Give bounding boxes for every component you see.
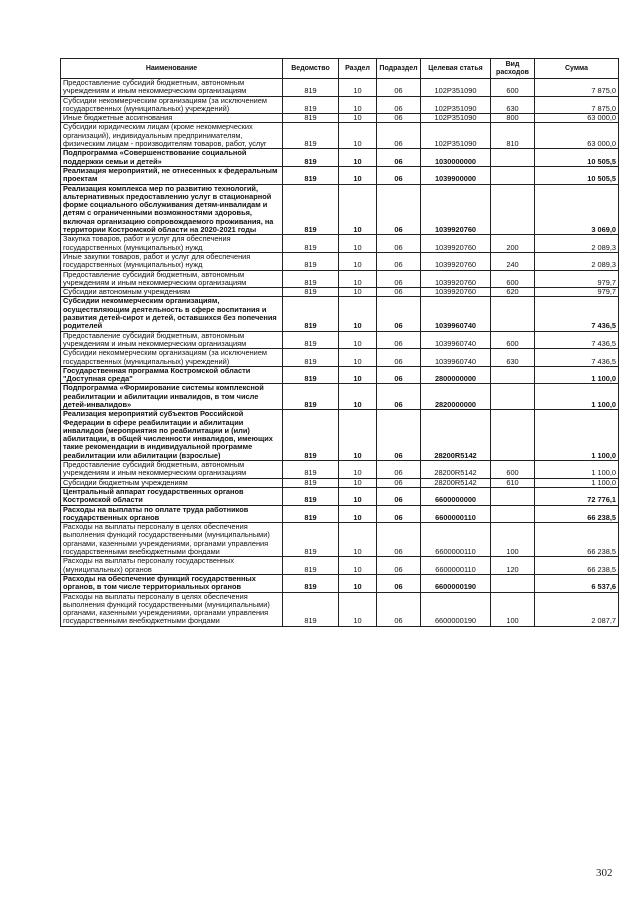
table-row	[61, 574, 619, 592]
cell-target: 6600000190	[421, 592, 491, 626]
cell-target: 102P351090	[421, 114, 491, 123]
cell-exp-type: 630	[491, 96, 535, 114]
table-row	[61, 478, 619, 487]
cell-target: 102P351090	[421, 79, 491, 97]
cell-exp-type: 600	[491, 270, 535, 288]
header-section: Раздел	[339, 59, 377, 79]
cell-amount: 10 505,5	[535, 166, 619, 184]
cell-exp-type	[491, 297, 535, 331]
table-row	[61, 149, 619, 167]
header-target: Целевая статья	[421, 59, 491, 79]
cell-exp-type	[491, 166, 535, 184]
cell-name: Реализация мероприятий субъектов Российской Федерации в сфере реабилитации и абилитации инвалидов (мероприятия по реабилитации и (или) абилитации, в общей численности инвалидов, имеющих такие рекомендации в индивидуальной программе реабилитации или абилитации (взрослые)	[61, 410, 283, 461]
cell-name: Субсидии некоммерческим организациям (за исключением государственных (муниципальных) учреждений)	[61, 96, 283, 114]
cell-amount: 63 000,0	[535, 123, 619, 149]
cell-target: 1030000000	[421, 149, 491, 167]
cell-target: 6600000110	[421, 557, 491, 575]
cell-exp-type: 120	[491, 557, 535, 575]
cell-section: 10	[339, 349, 377, 367]
budget-table	[60, 58, 619, 627]
cell-section: 10	[339, 478, 377, 487]
cell-dept: 819	[283, 384, 339, 410]
cell-amount: 979,7	[535, 270, 619, 288]
cell-target: 1039960740	[421, 297, 491, 331]
cell-name: Иные закупки товаров, работ и услуг для обеспечения государственных (муниципальных) нужд	[61, 252, 283, 270]
cell-section: 10	[339, 366, 377, 384]
cell-exp-type: 810	[491, 123, 535, 149]
cell-exp-type	[491, 505, 535, 523]
cell-name: Предоставление субсидий бюджетным, автономным учреждениям и иным некоммерческим организациям	[61, 270, 283, 288]
cell-section: 10	[339, 297, 377, 331]
cell-subsection: 06	[377, 114, 421, 123]
cell-target: 6600000000	[421, 487, 491, 505]
cell-exp-type	[491, 184, 535, 235]
cell-section: 10	[339, 410, 377, 461]
cell-subsection: 06	[377, 252, 421, 270]
cell-name: Субсидии автономным учреждениям	[61, 288, 283, 297]
cell-amount: 1 100,0	[535, 410, 619, 461]
cell-dept: 819	[283, 96, 339, 114]
cell-exp-type	[491, 410, 535, 461]
cell-exp-type: 200	[491, 235, 535, 253]
cell-dept: 819	[283, 461, 339, 479]
cell-target: 2820000000	[421, 384, 491, 410]
cell-name: Государственная программа Костромской области "Доступная среда"	[61, 366, 283, 384]
cell-dept: 819	[283, 523, 339, 557]
cell-exp-type	[491, 574, 535, 592]
table-row	[61, 592, 619, 626]
cell-dept: 819	[283, 79, 339, 97]
cell-target: 6600000110	[421, 505, 491, 523]
cell-section: 10	[339, 114, 377, 123]
table-row	[61, 166, 619, 184]
cell-amount: 7 875,0	[535, 79, 619, 97]
cell-section: 10	[339, 123, 377, 149]
cell-dept: 819	[283, 114, 339, 123]
cell-subsection: 06	[377, 297, 421, 331]
cell-section: 10	[339, 487, 377, 505]
cell-name: Закупка товаров, работ и услуг для обеспечения государственных (муниципальных) нужд	[61, 235, 283, 253]
cell-exp-type: 600	[491, 79, 535, 97]
cell-name: Субсидии бюджетным учреждениям	[61, 478, 283, 487]
cell-target: 1039920760	[421, 184, 491, 235]
cell-name: Подпрограмма «Совершенствование социальной поддержки семьи и детей»	[61, 149, 283, 167]
cell-name: Субсидии некоммерческим организациям (за исключением государственных (муниципальных) учреждений)	[61, 349, 283, 367]
cell-dept: 819	[283, 123, 339, 149]
cell-target: 1039920760	[421, 288, 491, 297]
cell-subsection: 06	[377, 461, 421, 479]
cell-amount: 1 100,0	[535, 384, 619, 410]
cell-subsection: 06	[377, 96, 421, 114]
cell-dept: 819	[283, 184, 339, 235]
table-row	[61, 96, 619, 114]
cell-amount: 2 087,7	[535, 592, 619, 626]
cell-dept: 819	[283, 487, 339, 505]
cell-amount: 1 100,0	[535, 478, 619, 487]
cell-exp-type: 100	[491, 592, 535, 626]
cell-dept: 819	[283, 331, 339, 349]
cell-amount: 66 238,5	[535, 523, 619, 557]
cell-section: 10	[339, 505, 377, 523]
cell-dept: 819	[283, 366, 339, 384]
cell-amount: 2 089,3	[535, 235, 619, 253]
header-amount: Сумма	[535, 59, 619, 79]
cell-name: Центральный аппарат государственных органов Костромской области	[61, 487, 283, 505]
header-dept: Ведомство	[283, 59, 339, 79]
header-subsection: Подраздел	[377, 59, 421, 79]
cell-subsection: 06	[377, 331, 421, 349]
table-row	[61, 349, 619, 367]
cell-exp-type: 610	[491, 478, 535, 487]
cell-subsection: 06	[377, 410, 421, 461]
cell-subsection: 06	[377, 523, 421, 557]
cell-subsection: 06	[377, 123, 421, 149]
cell-target: 6600000110	[421, 523, 491, 557]
table-row	[61, 410, 619, 461]
cell-name: Подпрограмма «Формирование системы комплексной реабилитации и абилитации инвалидов, в том числе детей-инвалидов»	[61, 384, 283, 410]
page-number: 302	[596, 867, 613, 879]
cell-target: 1039960740	[421, 331, 491, 349]
cell-section: 10	[339, 384, 377, 410]
cell-subsection: 06	[377, 366, 421, 384]
cell-target: 2800000000	[421, 366, 491, 384]
cell-subsection: 06	[377, 149, 421, 167]
cell-name: Субсидии юридическим лицам (кроме некоммерческих организаций), индивидуальным предпринимателям, физическим лицам - производителям товаров, работ, услуг	[61, 123, 283, 149]
cell-target: 28200R5142	[421, 461, 491, 479]
cell-exp-type	[491, 487, 535, 505]
cell-amount: 10 505,5	[535, 149, 619, 167]
cell-section: 10	[339, 592, 377, 626]
cell-name: Расходы на обеспечение функций государственных органов, в том числе территориальных органов	[61, 574, 283, 592]
cell-subsection: 06	[377, 487, 421, 505]
cell-subsection: 06	[377, 166, 421, 184]
cell-name: Расходы на выплаты персоналу в целях обеспечения выполнения функций государственными (муниципальными) органами, казенными учреждениями, органами управления государственными внебюджетными фондами	[61, 592, 283, 626]
cell-name: Предоставление субсидий бюджетным, автономным учреждениям и иным некоммерческим организациям	[61, 331, 283, 349]
table-row	[61, 523, 619, 557]
cell-amount: 1 100,0	[535, 366, 619, 384]
cell-amount: 63 000,0	[535, 114, 619, 123]
cell-dept: 819	[283, 410, 339, 461]
table-row	[61, 384, 619, 410]
cell-amount: 2 089,3	[535, 252, 619, 270]
cell-section: 10	[339, 96, 377, 114]
cell-section: 10	[339, 557, 377, 575]
cell-name: Предоставление субсидий бюджетным, автономным учреждениям и иным некоммерческим организациям	[61, 79, 283, 97]
cell-exp-type	[491, 384, 535, 410]
cell-dept: 819	[283, 574, 339, 592]
cell-subsection: 06	[377, 592, 421, 626]
cell-amount: 66 238,5	[535, 505, 619, 523]
cell-exp-type: 600	[491, 331, 535, 349]
cell-section: 10	[339, 184, 377, 235]
cell-dept: 819	[283, 235, 339, 253]
cell-section: 10	[339, 166, 377, 184]
cell-target: 1039960740	[421, 349, 491, 367]
table-row	[61, 557, 619, 575]
cell-name: Расходы на выплаты по оплате труда работников государственных органов	[61, 505, 283, 523]
table-row	[61, 79, 619, 97]
cell-name: Предоставление субсидий бюджетным, автономным учреждениям и иным некоммерческим организациям	[61, 461, 283, 479]
cell-dept: 819	[283, 270, 339, 288]
cell-target: 28200R5142	[421, 478, 491, 487]
cell-target: 102P351090	[421, 96, 491, 114]
cell-dept: 819	[283, 297, 339, 331]
cell-section: 10	[339, 288, 377, 297]
cell-target: 28200R5142	[421, 410, 491, 461]
cell-amount: 7 875,0	[535, 96, 619, 114]
table-row	[61, 505, 619, 523]
cell-subsection: 06	[377, 235, 421, 253]
cell-section: 10	[339, 461, 377, 479]
cell-section: 10	[339, 149, 377, 167]
cell-dept: 819	[283, 478, 339, 487]
cell-subsection: 06	[377, 505, 421, 523]
cell-dept: 819	[283, 349, 339, 367]
cell-section: 10	[339, 574, 377, 592]
cell-section: 10	[339, 331, 377, 349]
table-row	[61, 487, 619, 505]
cell-dept: 819	[283, 288, 339, 297]
cell-amount: 7 436,5	[535, 349, 619, 367]
cell-amount: 1 100,0	[535, 461, 619, 479]
cell-target: 1039900000	[421, 166, 491, 184]
cell-dept: 819	[283, 592, 339, 626]
cell-dept: 819	[283, 166, 339, 184]
cell-exp-type: 630	[491, 349, 535, 367]
cell-exp-type	[491, 149, 535, 167]
cell-dept: 819	[283, 505, 339, 523]
cell-subsection: 06	[377, 349, 421, 367]
cell-name: Реализация мероприятий, не отнесенных к федеральным проектам	[61, 166, 283, 184]
cell-name: Субсидии некоммерческим организациям, осуществляющим деятельность в сфере воспитания и развития детей-сирот и детей, оставшихся без попечения родителей	[61, 297, 283, 331]
cell-amount: 7 436,5	[535, 331, 619, 349]
cell-dept: 819	[283, 557, 339, 575]
cell-amount: 7 436,5	[535, 297, 619, 331]
cell-dept: 819	[283, 252, 339, 270]
cell-exp-type: 240	[491, 252, 535, 270]
table-row	[61, 297, 619, 331]
cell-target: 1039920760	[421, 270, 491, 288]
cell-name: Иные бюджетные ассигнования	[61, 114, 283, 123]
cell-section: 10	[339, 235, 377, 253]
cell-exp-type	[491, 366, 535, 384]
table-row	[61, 114, 619, 123]
cell-subsection: 06	[377, 574, 421, 592]
table-row	[61, 331, 619, 349]
cell-exp-type: 100	[491, 523, 535, 557]
cell-subsection: 06	[377, 270, 421, 288]
cell-amount: 66 238,5	[535, 557, 619, 575]
cell-exp-type: 620	[491, 288, 535, 297]
cell-name: Расходы на выплаты персоналу государственных (муниципальных) органов	[61, 557, 283, 575]
cell-amount: 6 537,6	[535, 574, 619, 592]
header-name: Наименование	[61, 59, 283, 79]
cell-subsection: 06	[377, 478, 421, 487]
cell-subsection: 06	[377, 557, 421, 575]
cell-subsection: 06	[377, 79, 421, 97]
cell-target: 102P351090	[421, 123, 491, 149]
table-row	[61, 288, 619, 297]
cell-section: 10	[339, 79, 377, 97]
cell-section: 10	[339, 252, 377, 270]
cell-name: Реализация комплекса мер по развитию технологий, альтернативных предоставлению услуг в стационарной форме социального обслуживания детям-инвалидам и детям с ограниченными возможностями здоровья, включая организацию сопровождаемого проживания, на территории Костромской области на 2020-2021 годы	[61, 184, 283, 235]
table-row	[61, 252, 619, 270]
cell-dept: 819	[283, 149, 339, 167]
cell-subsection: 06	[377, 184, 421, 235]
cell-subsection: 06	[377, 288, 421, 297]
cell-target: 6600000190	[421, 574, 491, 592]
table-row	[61, 366, 619, 384]
cell-target: 1039920760	[421, 252, 491, 270]
cell-amount: 3 069,0	[535, 184, 619, 235]
cell-name: Расходы на выплаты персоналу в целях обеспечения выполнения функций государственными (муниципальными) органами, казенными учреждениями, органами управления государственными внебюджетными фондами	[61, 523, 283, 557]
cell-section: 10	[339, 270, 377, 288]
cell-subsection: 06	[377, 384, 421, 410]
table-row	[61, 184, 619, 235]
cell-amount: 72 776,1	[535, 487, 619, 505]
cell-target: 1039920760	[421, 235, 491, 253]
cell-amount: 979,7	[535, 288, 619, 297]
table-row	[61, 461, 619, 479]
table-row	[61, 270, 619, 288]
cell-exp-type: 600	[491, 461, 535, 479]
table-header-row	[61, 59, 619, 79]
cell-exp-type: 800	[491, 114, 535, 123]
table-row	[61, 235, 619, 253]
header-exp-type: Вид расходов	[491, 59, 535, 79]
cell-section: 10	[339, 523, 377, 557]
table-row	[61, 123, 619, 149]
